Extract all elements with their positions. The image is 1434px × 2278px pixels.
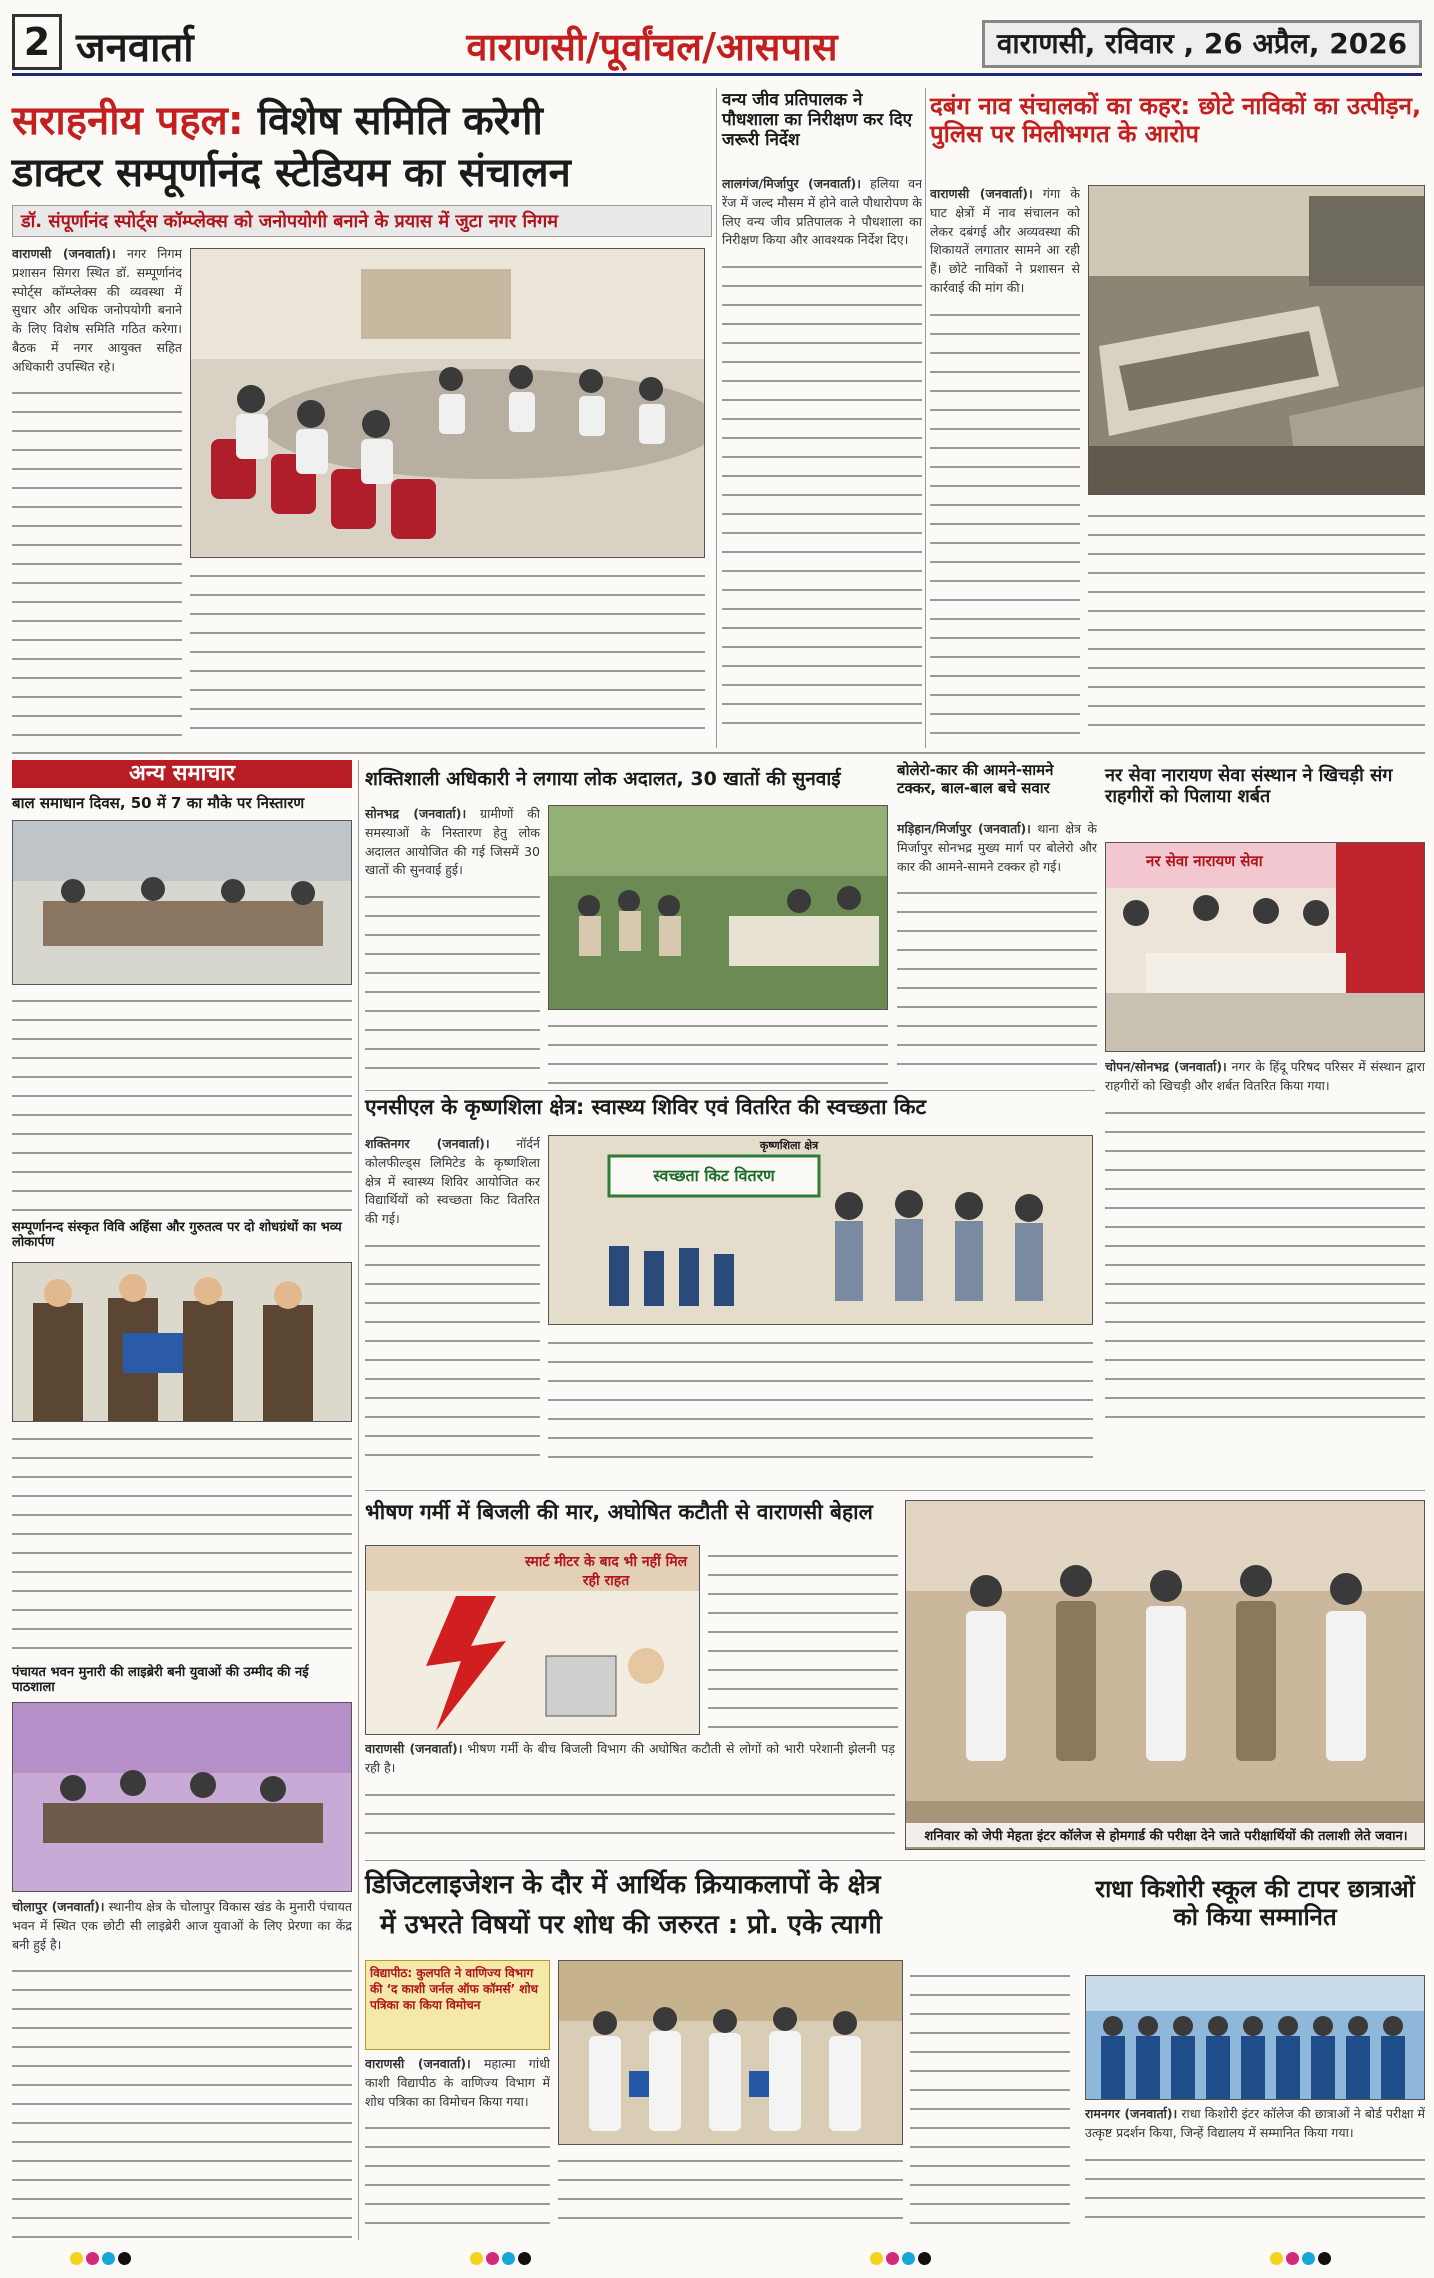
column-rule — [358, 760, 359, 2240]
seva-photo-banner: नर सेवा नारायण सेवा — [1146, 852, 1263, 870]
text-column — [12, 1960, 352, 2238]
news-box-dateline: चोलापुर (जनवार्ता)। — [12, 1899, 105, 1914]
lok-adalat-text: ग्रामीणों की समस्याओं के निस्तारण हेतु लोक अदालत आयोजित की गई जिसमें 30 खातों की सुनवाई हुई। — [365, 806, 540, 878]
boats-body — [930, 185, 1080, 745]
text-column — [365, 2117, 550, 2227]
cyan-dot-icon — [502, 2252, 515, 2265]
magenta-dot-icon — [886, 2252, 899, 2265]
lok-adalat-photo — [548, 805, 888, 1010]
accident-headline: बोलेरो-कार की आमने-सामने टक्कर, बाल-बाल बचे सवार — [897, 761, 1054, 797]
seva-body — [1105, 1058, 1425, 1458]
boats-headline: दबंग नाव संचालकों का कहर: छोटे नाविकों का उत्पीड़न, पुलिस पर मिलीभगत के आरोप — [930, 92, 1422, 149]
boats-continued-text — [1088, 505, 1425, 740]
cmyk-marks-left — [70, 2250, 190, 2266]
lead-continued-text — [190, 565, 705, 740]
wildlife-text: हलिया वन रेंज में जल्द मौसम में होने वाले पौधारोपण के लिए वन्य जीव प्रतिपालक ने पौधशाला का निरीक्षण किया और आवश्यक निर्देश दिए। — [722, 176, 922, 248]
column-rule — [716, 88, 717, 748]
wildlife-body — [722, 175, 922, 745]
lok-adalat-dateline: सोनभद्र (जनवार्ता)। — [365, 806, 467, 821]
magenta-dot-icon — [486, 2252, 499, 2265]
text-column — [897, 882, 1097, 1072]
research-photo — [558, 1960, 903, 2145]
news-box-body — [12, 1898, 352, 2238]
news-box-photo2 — [12, 1262, 352, 1422]
accident-body — [897, 820, 1097, 1090]
lok-adalat-continued — [548, 1015, 888, 1085]
text-column — [365, 1784, 895, 1851]
yellow-dot-icon — [70, 2252, 83, 2265]
research-continued-2 — [910, 1965, 1070, 2235]
magenta-dot-icon — [86, 2252, 99, 2265]
ntpc-photo-banner: स्वच्छता किट वितरण — [653, 1166, 775, 1185]
dateline: वाराणसी, रविवार , 26 अप्रैल, 2026 — [982, 20, 1422, 68]
black-dot-icon — [1318, 2252, 1331, 2265]
news-box-text: स्थानीय क्षेत्र के चोलापुर विकास खंड के मुनारी पंचायत भवन में स्थित एक छोटी सी लाइब्रेरी आज युवाओं के लिए प्रेरणा का केंद्र बनी हुई है। — [12, 1899, 352, 1952]
lead-photo — [190, 248, 705, 558]
row-rule — [365, 1860, 1425, 1861]
lead-headline-line2: डाक्टर सम्पूर्णानंद स्टेडियम का संचालन — [12, 150, 571, 196]
lead-body — [12, 245, 182, 745]
research-continued — [558, 2150, 903, 2235]
boats-photo — [1088, 185, 1425, 495]
text-column — [1105, 1102, 1425, 1432]
seva-text: नगर के हिंदू परिषद परिसर में संस्थान द्वारा राहगीरों को खिचड़ी और शर्बत वितरित किया गया। — [1105, 1059, 1425, 1093]
lok-adalat-body — [365, 805, 540, 1085]
cmyk-marks-center — [470, 2250, 590, 2266]
text-column — [930, 304, 1080, 746]
ntpc-continued — [548, 1332, 1093, 1460]
news-box-headline1: बाल समाधान दिवस, 50 में 7 का मौके पर निस्तारण — [12, 794, 305, 812]
power-headline: भीषण गर्मी में बिजली की मार, अघोषित कटौती से वाराणसी बेहाल — [365, 1500, 873, 1524]
seva-dateline: चोपन/सोनभद्र (जनवार्ता)। — [1105, 1059, 1227, 1074]
power-dateline: वाराणसी (जनवार्ता)। — [365, 1741, 463, 1756]
exam-caption: शनिवार को जेपी मेहता इंटर कॉलेज से होमगार्ड की परीक्षा देने जाते परीक्षार्थियों की तलाशी लेते जवान। — [906, 1823, 1425, 1847]
section-title: वाराणसी/पूर्वांचल/आसपास — [466, 25, 838, 69]
radha-text: राधा किशोरी इंटर कॉलेज की छात्राओं ने बोर्ड परीक्षा में उत्कृष्ट प्रदर्शन किया, जिन्हें विद्यालय में सम्मानित किया गया। — [1085, 2106, 1425, 2140]
text-column — [722, 256, 922, 736]
radha-body — [1085, 2105, 1425, 2235]
seva-headline: नर सेवा नारायण सेवा संस्थान ने खिचड़ी संग राहगीरों को पिलाया शर्बत — [1105, 765, 1393, 808]
accident-dateline: मड़िहान/मिर्जापुर (जनवार्ता)। — [897, 821, 1031, 836]
boats-dateline: वाराणसी (जनवार्ता)। — [930, 186, 1033, 201]
boats-text: गंगा के घाट क्षेत्रों में नाव संचालन को लेकर दबंगई और अव्यवस्था की शिकायतें लगातार सामने आ रही हैं। छोटे नाविकों ने प्रशासन से कार्रवाई की मांग की। — [930, 186, 1080, 295]
seva-photo — [1105, 842, 1425, 1052]
cyan-dot-icon — [1302, 2252, 1315, 2265]
radha-headline: राधा किशोरी स्कूल की टापर छात्राओं को किया सम्मानित — [1095, 1875, 1415, 1932]
news-box-headline3: पंचायत भवन मुनारी की लाइब्रेरी बनी युवाओं की उम्मीद की नई पाठशाला — [12, 1665, 309, 1696]
lok-adalat-headline: शक्तिशाली अधिकारी ने लगाया लोक अदालत, 30 खातों की सुनवाई — [365, 768, 841, 790]
cmyk-marks-far-right — [1270, 2250, 1390, 2266]
lead-headline — [12, 98, 712, 145]
power-cartoon-text: स्मार्ट मीटर के बाद भी नहीं मिल रही राहत — [524, 1554, 688, 1589]
black-dot-icon — [118, 2252, 131, 2265]
research-headline2: में उभरते विषयों पर शोध की जरुरत : प्रो. एके त्यागी — [380, 1910, 882, 1940]
accident-text: थाना क्षेत्र के मिर्जापुर सोनभद्र मुख्य मार्ग पर बोलेरो और कार की आमने-सामने टक्कर हो गई। — [897, 821, 1097, 874]
text-column — [708, 1545, 898, 1740]
wildlife-dateline: लालगंज/मिर्जापुर (जनवार्ता)। — [722, 176, 861, 191]
radha-dateline: रामनगर (जनवार्ता)। — [1085, 2106, 1178, 2121]
text-column — [365, 886, 540, 1076]
yellow-dot-icon — [470, 2252, 483, 2265]
lead-headline-rest: विशेष समिति करेगी — [243, 98, 543, 144]
news-box-photo1 — [12, 820, 352, 985]
news-box-tag: अन्य समाचार — [12, 760, 352, 788]
news-box-photo3 — [12, 1702, 352, 1892]
research-dateline: वाराणसी (जनवार्ता)। — [365, 2056, 471, 2071]
text-column — [1085, 2149, 1425, 2229]
radha-photo — [1085, 1975, 1425, 2100]
masthead — [12, 14, 1422, 76]
ntpc-body — [365, 1135, 540, 1465]
power-body — [365, 1740, 895, 1850]
news-box-headline2: सम्पूर्णानन्द संस्कृत विवि अहिंसा और गुरुतत्व पर दो शोधग्रंथों का भव्य लोकार्पण — [12, 1220, 342, 1251]
exam-photo — [905, 1500, 1425, 1850]
lead-text: नगर निगम प्रशासन सिगरा स्थित डॉ. सम्पूर्णानंद स्पोर्ट्स कॉम्प्लेक्स की व्यवस्था में सुधार और अधिक जनोपयोगी बनाने के लिए विशेष समिति गठित करेगा। बैठक में नगर आयुक्त सहित अधिकारी उपस्थित रहे। — [12, 246, 182, 374]
lead-dateline: वाराणसी (जनवार्ता)। — [12, 246, 116, 261]
magenta-dot-icon — [1286, 2252, 1299, 2265]
cyan-dot-icon — [902, 2252, 915, 2265]
power-side-text — [708, 1545, 898, 1740]
power-cartoon — [365, 1545, 700, 1735]
row-rule — [365, 1090, 1095, 1091]
ntpc-photo-label: कृष्णशिला क्षेत्र — [759, 1139, 819, 1152]
ntpc-headline-text: एनसीएल के कृष्णशिला क्षेत्र: स्वास्थ्य शिविर एवं वितरित की स्वच्छता किट — [365, 1095, 927, 1119]
paper-name: जनवार्ता — [76, 24, 194, 71]
power-text: भीषण गर्मी के बीच बिजली विभाग की अघोषित कटौती से लोगों को भारी परेशानी झेलनी पड़ रही है। — [365, 1741, 895, 1775]
research-body — [365, 2055, 550, 2235]
black-dot-icon — [518, 2252, 531, 2265]
column-rule — [925, 88, 926, 748]
ntpc-dateline: शक्तिनगर (जनवार्ता)। — [365, 1136, 490, 1151]
ntpc-photo — [548, 1135, 1093, 1325]
text-column — [365, 1235, 540, 1465]
news-box-text2 — [12, 1428, 352, 1658]
black-dot-icon — [918, 2252, 931, 2265]
cyan-dot-icon — [102, 2252, 115, 2265]
yellow-dot-icon — [1270, 2252, 1283, 2265]
page-number: 2 — [12, 14, 62, 70]
row-rule — [365, 1490, 1425, 1491]
wildlife-headline: वन्य जीव प्रतिपालक ने पौधशाला का निरीक्षण कर दिए जरूरी निर्देश — [722, 90, 913, 151]
ntpc-headline — [365, 1095, 1095, 1120]
news-box-text1 — [12, 990, 352, 1215]
cmyk-marks-right — [870, 2250, 990, 2266]
ntpc-text: नॉर्दर्न कोलफील्ड्स लिमिटेड के कृष्णशिला क्षेत्र में स्वास्थ्य शिविर आयोजित कर विद्यार्थियों को स्वच्छता किट वितरित की गई। — [365, 1136, 540, 1226]
research-box-title: विद्यापीठ: कुलपति ने वाणिज्य विभाग की ‘द काशी जर्नल ऑफ कॉमर्स’ शोध पत्रिका का किया विमोचन — [365, 1960, 550, 2050]
text-column — [12, 382, 182, 745]
research-headline1: डिजिटलाइजेशन के दौर में आर्थिक क्रियाकलापों के क्षेत्र — [365, 1870, 881, 1900]
row-rule — [12, 752, 1425, 754]
yellow-dot-icon — [870, 2252, 883, 2265]
research-text: महात्मा गांधी काशी विद्यापीठ के वाणिज्य विभाग में शोध पत्रिका का विमोचन किया गया। — [365, 2056, 550, 2109]
lead-subhead: डॉ. संपूर्णानंद स्पोर्ट्स कॉम्प्लेक्स को जनोपयोगी बनाने के प्रयास में जुटा नगर निगम — [12, 205, 712, 237]
lead-headline-red: सराहनीय पहल: — [12, 98, 244, 144]
